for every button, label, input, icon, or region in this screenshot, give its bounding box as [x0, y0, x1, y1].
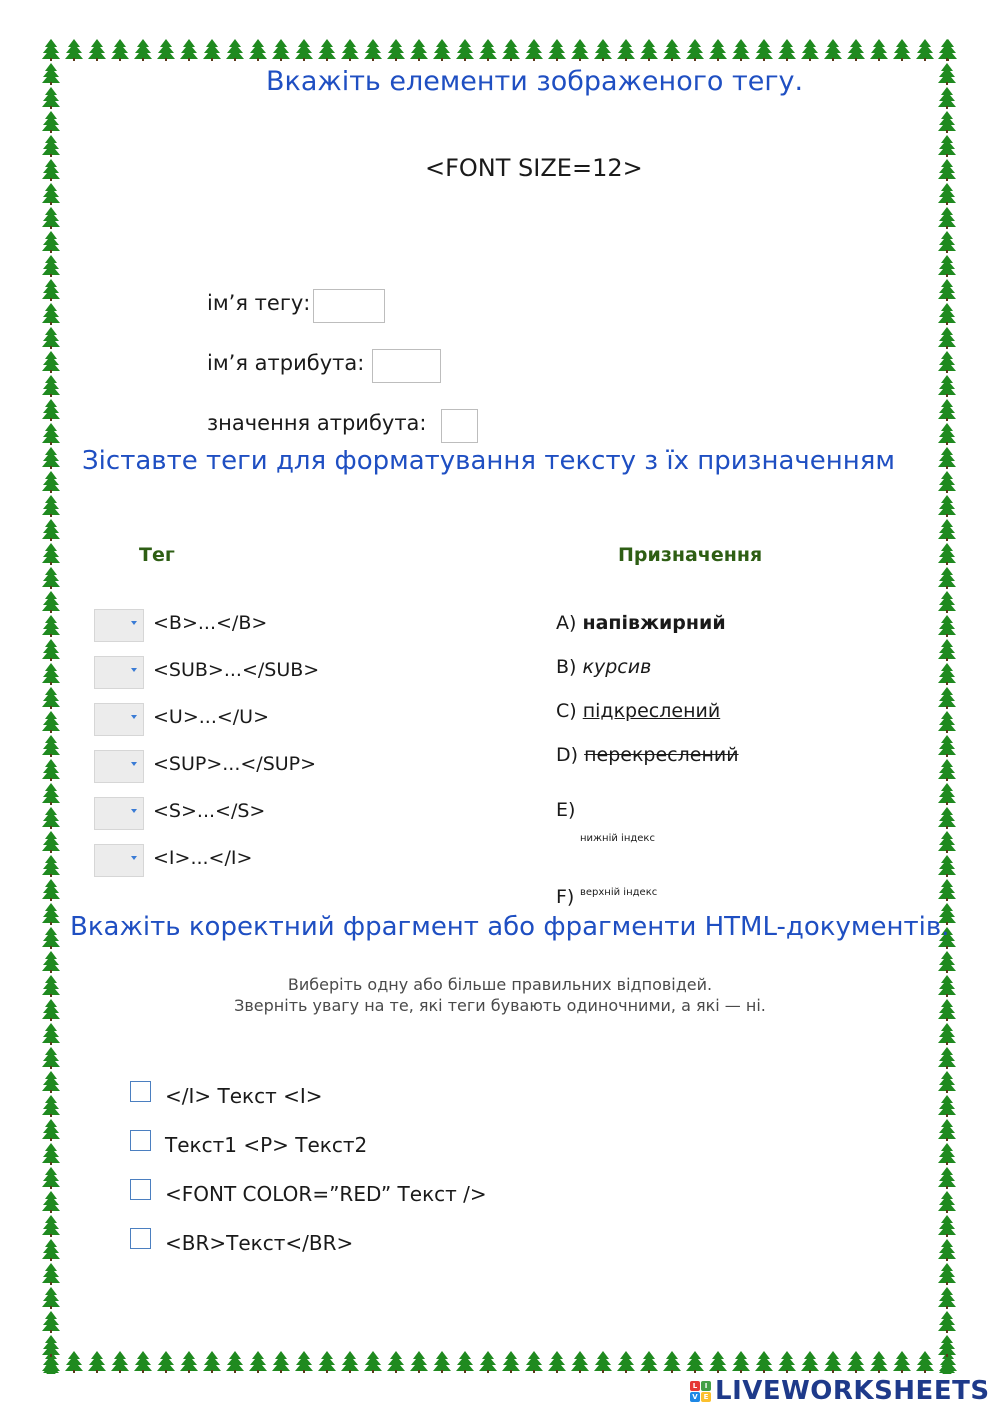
christmas-tree-icon [178, 38, 200, 62]
tag-label-b: <B>...</B> [153, 612, 268, 634]
christmas-tree-icon [316, 1350, 338, 1374]
christmas-tree-icon [316, 38, 338, 62]
christmas-tree-icon [293, 1350, 315, 1374]
attribute-value-input[interactable] [441, 409, 478, 443]
christmas-tree-icon [569, 1350, 591, 1374]
option-checkbox-3[interactable] [130, 1179, 151, 1200]
attribute-name-label: ім’я атрибута: [207, 351, 365, 375]
logo-mark-letter: I [701, 1381, 711, 1391]
purpose-d [556, 744, 739, 766]
purpose-f-letter: F) [556, 886, 575, 908]
tag-label-u: <U>...</U> [153, 706, 270, 728]
christmas-tree-icon [753, 1350, 775, 1374]
christmas-tree-icon [362, 1350, 384, 1374]
christmas-tree-icon [408, 1350, 430, 1374]
dropdown-arrow-icon [131, 715, 137, 719]
match-dropdown-4[interactable] [94, 750, 144, 783]
christmas-tree-icon [615, 38, 637, 62]
match-dropdown-2[interactable] [94, 656, 144, 689]
option-checkbox-4[interactable] [130, 1228, 151, 1249]
purpose-text: напівжирний [582, 612, 726, 634]
christmas-tree-icon [936, 1358, 958, 1374]
christmas-tree-icon [132, 38, 154, 62]
purpose-letter: A) [556, 612, 577, 634]
christmas-tree-icon [891, 38, 913, 62]
purpose-c [556, 700, 720, 722]
match-dropdown-5[interactable] [94, 797, 144, 830]
christmas-tree-icon [63, 38, 85, 62]
christmas-tree-icon [868, 1350, 890, 1374]
purpose-letter: B) [556, 656, 577, 678]
christmas-tree-icon [362, 38, 384, 62]
attribute-value-label: значення атрибута: [207, 411, 427, 435]
christmas-tree-icon [431, 38, 453, 62]
christmas-tree-icon [776, 38, 798, 62]
christmas-tree-icon [638, 1350, 660, 1374]
purpose-e-letter: E) [556, 799, 576, 821]
christmas-tree-icon [822, 1350, 844, 1374]
christmas-tree-icon [385, 1350, 407, 1374]
option-label-4: <BR>Текст</BR> [165, 1231, 354, 1255]
christmas-tree-icon [109, 38, 131, 62]
christmas-tree-icon [638, 38, 660, 62]
section2-title: Зіставте теги для форматування тексту з їх призначенням [82, 446, 896, 476]
christmas-tree-icon [776, 1350, 798, 1374]
tag-label-i: <I>...</I> [153, 847, 253, 869]
tag-label-s: <S>...</S> [153, 800, 266, 822]
christmas-tree-icon [845, 38, 867, 62]
purpose-b [556, 656, 651, 678]
christmas-tree-icon [201, 38, 223, 62]
christmas-tree-icon [86, 38, 108, 62]
christmas-tree-icon [224, 38, 246, 62]
christmas-tree-icon [523, 1350, 545, 1374]
christmas-tree-icon [155, 38, 177, 62]
dropdown-arrow-icon [131, 762, 137, 766]
option-checkbox-2[interactable] [130, 1130, 151, 1151]
dropdown-arrow-icon [131, 856, 137, 860]
christmas-tree-icon [270, 38, 292, 62]
christmas-tree-icon [914, 38, 936, 62]
christmas-tree-icon [730, 38, 752, 62]
christmas-tree-icon [477, 1350, 499, 1374]
tag-label-sub: <SUB>...</SUB> [153, 659, 320, 681]
option-label-1: </I> Текст <I> [165, 1084, 323, 1108]
christmas-tree-icon [661, 1350, 683, 1374]
christmas-tree-icon [224, 1350, 246, 1374]
dropdown-arrow-icon [131, 668, 137, 672]
tree-border-top [40, 38, 960, 62]
christmas-tree-icon [569, 38, 591, 62]
hint-line-2: Зверніть увагу на те, які теги бувають одиночними, а які — ні. [234, 996, 766, 1015]
column-header-purpose: Призначення [618, 544, 763, 566]
logo-mark-icon [690, 1381, 711, 1402]
christmas-tree-icon [247, 1350, 269, 1374]
option-checkbox-1[interactable] [130, 1081, 151, 1102]
purpose-f-text: верхній індекс [580, 887, 658, 898]
logo-mark-letter: E [701, 1392, 711, 1402]
christmas-tree-icon [132, 1350, 154, 1374]
christmas-tree-icon [707, 1350, 729, 1374]
christmas-tree-icon [523, 38, 545, 62]
christmas-tree-icon [339, 38, 361, 62]
christmas-tree-icon [822, 38, 844, 62]
dropdown-arrow-icon [131, 621, 137, 625]
christmas-tree-icon [293, 38, 315, 62]
christmas-tree-icon [891, 1350, 913, 1374]
logo-text: LIVEWORKSHEETS [715, 1376, 990, 1406]
purpose-letter: D) [556, 744, 579, 766]
purpose-text: курсив [582, 656, 652, 678]
christmas-tree-icon [63, 1350, 85, 1374]
christmas-tree-icon [385, 38, 407, 62]
dropdown-arrow-icon [131, 809, 137, 813]
tree-border-left [40, 38, 64, 1374]
purpose-text: підкреслений [582, 700, 721, 722]
option-label-3: <FONT COLOR=”RED” Текст /> [165, 1182, 487, 1206]
christmas-tree-icon [546, 38, 568, 62]
christmas-tree-icon [500, 1350, 522, 1374]
christmas-tree-icon [914, 1350, 936, 1374]
christmas-tree-icon [339, 1350, 361, 1374]
purpose-a [556, 612, 726, 634]
option-label-2: Текст1 <P> Текст2 [165, 1133, 368, 1157]
christmas-tree-icon [431, 1350, 453, 1374]
match-dropdown-3[interactable] [94, 703, 144, 736]
christmas-tree-icon [247, 38, 269, 62]
christmas-tree-icon [684, 38, 706, 62]
hint-line-1: Виберіть одну або більше правильних відповідей. [287, 975, 713, 994]
christmas-tree-icon [845, 1350, 867, 1374]
christmas-tree-icon [799, 38, 821, 62]
christmas-tree-icon [270, 1350, 292, 1374]
christmas-tree-icon [40, 1358, 62, 1374]
liveworksheets-logo[interactable] [690, 1375, 990, 1407]
section3-title: Вкажіть коректний фрагмент або фрагменти HTML-документів. [70, 912, 950, 942]
christmas-tree-icon [799, 1350, 821, 1374]
tree-border-bottom [40, 1350, 960, 1374]
christmas-tree-icon [546, 1350, 568, 1374]
purpose-text: перекреслений [584, 744, 739, 766]
tag-name-input[interactable] [313, 289, 385, 323]
christmas-tree-icon [155, 1350, 177, 1374]
tag-example: <FONT SIZE=12> [425, 154, 643, 182]
christmas-tree-icon [707, 38, 729, 62]
match-dropdown-6[interactable] [94, 844, 144, 877]
attribute-name-input[interactable] [372, 349, 441, 383]
christmas-tree-icon [109, 1350, 131, 1374]
christmas-tree-icon [684, 1350, 706, 1374]
christmas-tree-icon [408, 38, 430, 62]
match-dropdown-1[interactable] [94, 609, 144, 642]
logo-mark-letter: L [690, 1381, 700, 1391]
christmas-tree-icon [615, 1350, 637, 1374]
column-header-tag: Тег [139, 544, 175, 566]
christmas-tree-icon [730, 1350, 752, 1374]
tag-label-sup: <SUP>...</SUP> [153, 753, 317, 775]
christmas-tree-icon [86, 1350, 108, 1374]
christmas-tree-icon [454, 1350, 476, 1374]
section1-title: Вкажіть елементи зображеного тегу. [266, 66, 804, 97]
christmas-tree-icon [592, 1350, 614, 1374]
christmas-tree-icon [592, 38, 614, 62]
christmas-tree-icon [868, 38, 890, 62]
christmas-tree-icon [477, 38, 499, 62]
christmas-tree-icon [454, 38, 476, 62]
logo-mark-letter: V [690, 1392, 700, 1402]
purpose-e-text: нижній індекс [580, 833, 655, 844]
christmas-tree-icon [178, 1350, 200, 1374]
christmas-tree-icon [753, 38, 775, 62]
christmas-tree-icon [201, 1350, 223, 1374]
christmas-tree-icon [500, 38, 522, 62]
tag-name-label: ім’я тегу: [207, 291, 311, 315]
purpose-letter: C) [556, 700, 577, 722]
tree-border-right [936, 38, 960, 1374]
christmas-tree-icon [661, 38, 683, 62]
